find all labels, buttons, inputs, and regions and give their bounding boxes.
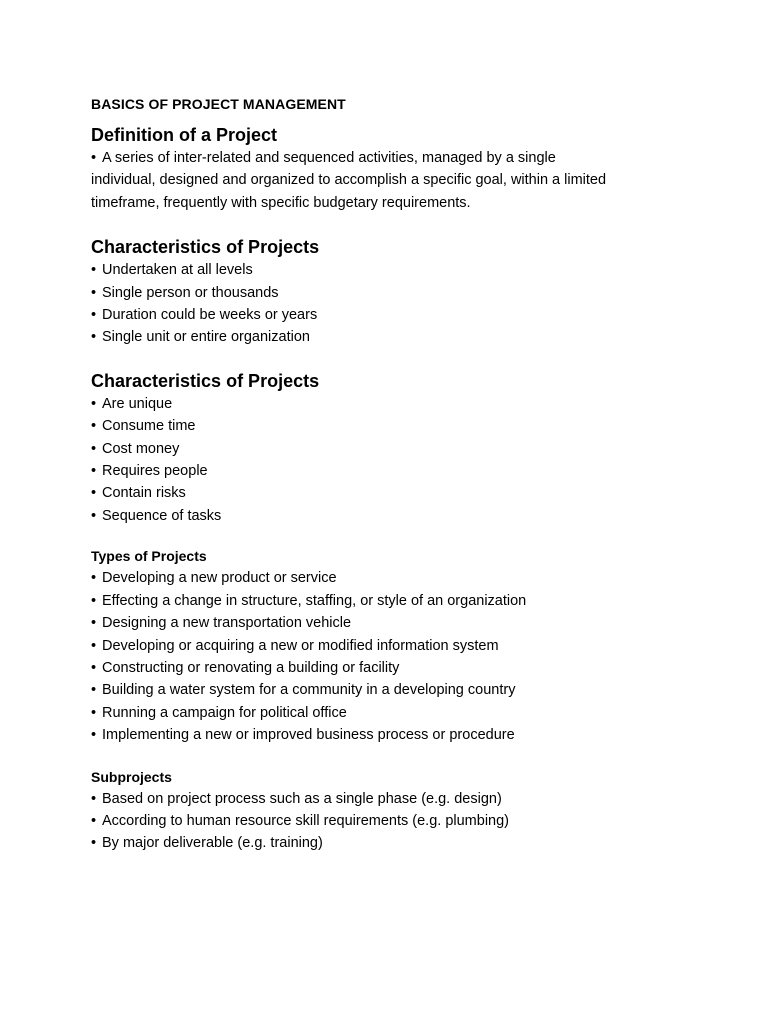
list-item-text: Duration could be weeks or years: [102, 307, 318, 324]
bullet-glyph: •: [91, 485, 97, 502]
bullet-glyph: •: [91, 440, 97, 457]
spacer: [91, 214, 751, 235]
list-item-text: Based on project process such as a single phase (e.g. design): [102, 790, 502, 807]
list-item-text: Single unit or entire organization: [102, 329, 310, 346]
bullet-glyph: •: [91, 790, 97, 807]
bullet-glyph: •: [91, 262, 97, 279]
list-item-text: Undertaken at all levels: [102, 262, 253, 279]
list-item-text: Single person or thousands: [102, 284, 279, 301]
list-item-text: Designing a new transportation vehicle: [102, 615, 352, 632]
list-item: [91, 635, 751, 657]
list-item: [91, 679, 751, 701]
bullet-glyph: •: [91, 507, 97, 524]
list-item: [91, 612, 751, 634]
list-item: [91, 567, 751, 589]
list-item: [91, 326, 751, 348]
list-item: [91, 505, 751, 527]
bullet-glyph: •: [91, 570, 97, 587]
list-item-text: According to human resource skill requirements (e.g. plumbing): [102, 812, 509, 829]
bullet-glyph: •: [91, 704, 97, 721]
list-item-text: By major deliverable (e.g. training): [102, 835, 323, 852]
section-characteristics-2: [91, 369, 751, 527]
list-item-text: Requires people: [102, 463, 208, 480]
bullet-glyph: •: [91, 812, 97, 829]
section-heading-subprojects: Subprojects: [91, 768, 172, 785]
bullet-glyph: •: [91, 284, 97, 301]
section-heading-characteristics-2: Characteristics of Projects: [91, 370, 320, 391]
list-item-text: Contain risks: [102, 485, 186, 502]
definition-line-1: A series of inter-related and sequenced activities, managed by a single: [102, 150, 556, 166]
bullet-glyph: •: [91, 659, 97, 676]
section-subprojects: [91, 767, 751, 855]
list-item: [91, 259, 751, 281]
list-item: [91, 702, 751, 724]
list-item-text: Running a campaign for political office: [102, 704, 347, 721]
list-item: [91, 482, 751, 504]
list-item-text: Consume time: [102, 418, 196, 435]
bullet-glyph: •: [91, 463, 97, 480]
spacer: [91, 349, 751, 369]
section-characteristics-1: [91, 235, 751, 349]
list-item: [91, 282, 751, 304]
bullet-glyph: •: [91, 615, 97, 632]
list-item-text: Developing or acquiring a new or modified information system: [102, 637, 499, 654]
characteristics-2-list: [91, 393, 751, 527]
list-item: [91, 415, 751, 437]
bullet-glyph: •: [91, 418, 97, 435]
bullet-glyph: •: [91, 727, 97, 744]
bullet-glyph: •: [91, 835, 97, 852]
section-heading-characteristics-1: Characteristics of Projects: [91, 237, 320, 258]
list-item-text: Sequence of tasks: [102, 507, 222, 524]
list-item-text: Constructing or renovating a building or facility: [102, 659, 400, 676]
list-item: [91, 393, 751, 415]
list-item-text: Effecting a change in structure, staffing, or style of an organization: [102, 592, 527, 609]
definition-line-2: individual, designed and organized to accomplish a specific goal, within a limited: [91, 172, 607, 189]
list-item: [91, 590, 751, 612]
section-heading-definition: Definition of a Project: [91, 125, 278, 145]
bullet-glyph: •: [91, 682, 97, 699]
section-definition: [91, 123, 751, 214]
bullet-glyph: •: [91, 307, 97, 324]
list-item: [91, 724, 751, 746]
bullet-glyph: •: [91, 150, 97, 166]
section-heading-types: Types of Projects: [91, 548, 207, 565]
bullet-glyph: •: [91, 592, 97, 609]
document-title: BASICS OF PROJECT MANAGEMENT: [91, 96, 346, 112]
list-item-text: Building a water system for a community in a developing country: [102, 682, 516, 699]
definition-line-3: timeframe, frequently with specific budgetary requirements.: [91, 194, 471, 211]
section-types: [91, 546, 751, 746]
list-item: [91, 832, 751, 854]
list-item: [91, 460, 751, 482]
subprojects-list: [91, 788, 751, 855]
spacer: [91, 527, 751, 546]
bullet-glyph: •: [91, 395, 97, 412]
list-item: [91, 304, 751, 326]
list-item-text: Developing a new product or service: [102, 570, 337, 587]
bullet-glyph: •: [91, 329, 97, 346]
list-item: [91, 788, 751, 810]
bullet-glyph: •: [91, 637, 97, 654]
list-item: [91, 810, 751, 832]
list-item: [91, 657, 751, 679]
types-list: [91, 567, 751, 746]
definition-paragraph: [91, 147, 751, 214]
document-page: [91, 94, 751, 855]
list-item-text: Implementing a new or improved business process or procedure: [102, 727, 515, 744]
spacer: [91, 747, 751, 767]
list-item: [91, 438, 751, 460]
characteristics-1-list: [91, 259, 751, 349]
list-item-text: Are unique: [102, 395, 173, 412]
list-item-text: Cost money: [102, 440, 180, 457]
